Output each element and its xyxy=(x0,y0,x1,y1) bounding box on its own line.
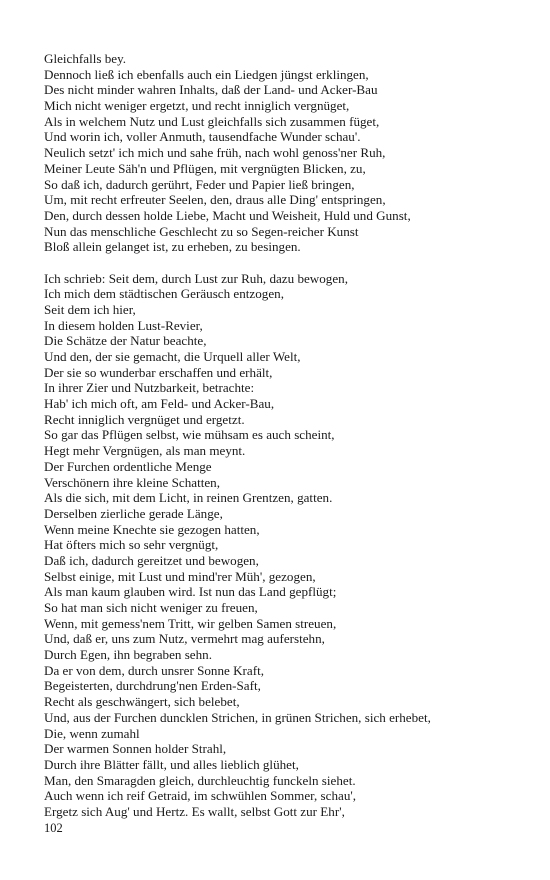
poem-line: So daß ich, dadurch gerührt, Feder und Papier ließ bringen, xyxy=(44,176,355,192)
poem-line: Bloß allein gelanget ist, zu erheben, zu besingen. xyxy=(44,239,301,255)
poem-line: Derselben zierliche gerade Länge, xyxy=(44,505,223,521)
poem-line: In ihrer Zier und Nutzbarkeit, betrachte: xyxy=(44,380,255,396)
poem-line: Neulich setzt' ich mich und sahe früh, nach wohl genoss'ner Ruh, xyxy=(44,145,386,161)
poem-line: Als die sich, mit dem Licht, in reinen Grentzen, gatten. xyxy=(44,490,333,506)
poem-line: Mich nicht weniger ergetzt, und recht inniglich vergnüget, xyxy=(44,98,350,114)
poem-line: Da er von dem, durch unsrer Sonne Kraft, xyxy=(44,662,264,678)
poem-line: Wenn meine Knechte sie gezogen hatten, xyxy=(44,521,260,537)
poem-line: So gar das Pflügen selbst, wie mühsam es auch scheint, xyxy=(44,427,335,443)
poem-line: Um, mit recht erfreuter Seelen, den, draus alle Ding' entspringen, xyxy=(44,192,386,208)
poem-line: Und, aus der Furchen duncklen Strichen, in grünen Strichen, sich erhebet, xyxy=(44,709,431,725)
poem-line: Hat öfters mich so sehr vergnügt, xyxy=(44,537,219,553)
poem-line: Der warmen Sonnen holder Strahl, xyxy=(44,741,227,757)
poem-line: Ich mich dem städtischen Geräusch entzogen, xyxy=(44,286,284,302)
poem-line: Den, durch dessen holde Liebe, Macht und Weisheit, Huld und Gunst, xyxy=(44,207,411,223)
poem-line: Begeisterten, durchdrung'nen Erden-Saft, xyxy=(44,678,261,694)
poem-line: Nun das menschliche Geschlecht zu so Segen-reicher Kunst xyxy=(44,223,359,239)
poem-line: Des nicht minder wahren Inhalts, daß der Land- und Acker-Bau xyxy=(44,82,378,98)
poem-line: Der sie so wunderbar erschaffen und erhält, xyxy=(44,364,273,380)
poem-line: Wenn, mit gemess'nem Tritt, wir gelben Samen streuen, xyxy=(44,615,337,631)
poem-line: Selbst einige, mit Lust und mind'rer Müh', gezogen, xyxy=(44,568,316,584)
poem-line: Und worin ich, voller Anmuth, tausendfache Wunder schau'. xyxy=(44,129,361,145)
stanza xyxy=(44,51,524,255)
stanza xyxy=(44,271,524,820)
poem-line: In diesem holden Lust-Revier, xyxy=(44,317,203,333)
poem-line: Als man kaum glauben wird. Ist nun das Land gepflügt; xyxy=(44,584,337,600)
poem-line: Durch Egen, ihn begraben sehn. xyxy=(44,647,212,663)
poem-line: Hegt mehr Vergnügen, als man meynt. xyxy=(44,443,246,459)
poem-line: Auch wenn ich reif Getraid, im schwühlen Sommer, schau', xyxy=(44,788,356,804)
poem-line: Hab' ich mich oft, am Feld- und Acker-Bau, xyxy=(44,396,275,412)
poem-line: Ich schrieb: Seit dem, durch Lust zur Ruh, dazu bewogen, xyxy=(44,270,348,286)
poem-line: Und, daß er, uns zum Nutz, vermehrt mag auferstehn, xyxy=(44,631,325,647)
poem-line: Ergetz sich Aug' und Hertz. Es wallt, selbst Gott zur Ehr', xyxy=(44,803,345,819)
poem-line: Seit dem ich hier, xyxy=(44,301,136,317)
poem-line: Meiner Leute Säh'n und Pflügen, mit vergnügten Blicken, zu, xyxy=(44,160,366,176)
poem-line: Der Furchen ordentliche Menge xyxy=(44,458,212,474)
poem-line: Die Schätze der Natur beachte, xyxy=(44,333,207,349)
poem-line: Gleichfalls bey. xyxy=(44,51,127,66)
page-number: 102 xyxy=(44,821,63,835)
poem-line: Als in welchem Nutz und Lust gleichfalls sich zusammen füget, xyxy=(44,113,380,129)
poem-line: Verschönern ihre kleine Schatten, xyxy=(44,474,220,490)
poem-line: Dennoch ließ ich ebenfalls auch ein Liedgen jüngst erklingen, xyxy=(44,66,369,82)
poem-line: So hat man sich nicht weniger zu freuen, xyxy=(44,600,258,616)
poem-line: Recht als geschwängert, sich belebet, xyxy=(44,694,240,710)
poem-line: Die, wenn zumahl xyxy=(44,725,140,741)
poem-line: Man, den Smaragden gleich, durchleuchtig funckeln siehet. xyxy=(44,772,356,788)
poem-text xyxy=(44,51,524,820)
poem-line: Recht inniglich vergnüget und ergetzt. xyxy=(44,411,245,427)
poem-line: Durch ihre Blätter fällt, und alles lieblich glühet, xyxy=(44,756,299,772)
poem-line: Und den, der sie gemacht, die Urquell aller Welt, xyxy=(44,349,301,365)
poem-line: Daß ich, dadurch gereitzet und bewogen, xyxy=(44,552,259,568)
